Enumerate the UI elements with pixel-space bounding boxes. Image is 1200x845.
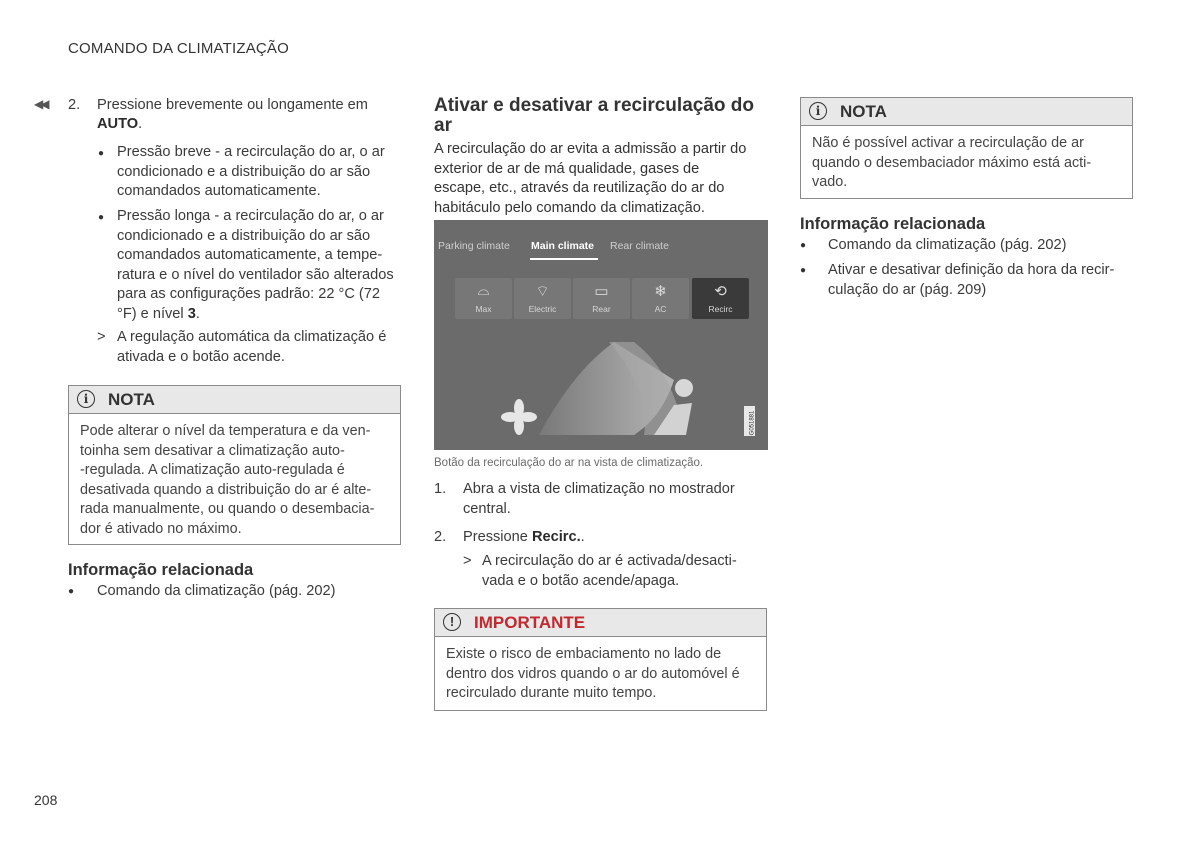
bullet-icon: ● xyxy=(68,586,75,597)
back-arrows-icon[interactable]: ◀◀ xyxy=(34,97,47,111)
result-line: vada e o botão acende/apaga. xyxy=(482,572,680,589)
bullet-2-line: ratura e o nível do ventilador são alterados xyxy=(117,266,394,283)
bullet-2-line: condicionado e a distribuição do ar são xyxy=(117,227,371,244)
bullet-icon: ● xyxy=(98,148,105,159)
recirc-label: Recirc. xyxy=(531,529,581,545)
intro-line: exterior de ar de má qualidade, gases de xyxy=(434,160,700,177)
intro-line: A recirculação do ar evita a admissão a partir do xyxy=(434,141,747,157)
bullet-2-line: °F) e nível 3. xyxy=(117,305,200,322)
period: . xyxy=(580,529,585,545)
note-line: rada manualmente, ou quando o desembacia- xyxy=(80,501,375,517)
note-line: toinha sem desativar a climatização auto- xyxy=(80,442,345,459)
related-link-line: Ativar e desativar definição da hora da recir- xyxy=(828,262,1115,278)
important-title: IMPORTANTE xyxy=(474,613,586,632)
fan-icon xyxy=(501,399,537,435)
note-line: Não é possível activar a recirculação de ar xyxy=(812,135,1084,151)
note-title: NOTA xyxy=(840,102,887,121)
note-box-right xyxy=(800,97,1133,199)
note-line: -regulada. A climatização auto-regulada é xyxy=(80,462,345,478)
note-header xyxy=(69,386,400,414)
ac-snowflake-icon: ❄ xyxy=(654,283,667,300)
important-body xyxy=(435,637,766,713)
note-title: NOTA xyxy=(108,390,155,409)
tab-main-climate[interactable]: Main climate xyxy=(531,240,595,252)
section-title-line: Ativar e desativar a recirculação do xyxy=(434,95,754,116)
mid-step-1-text xyxy=(463,480,735,519)
button-label: Max xyxy=(475,304,492,314)
page-header-title: COMANDO DA CLIMATIZAÇÃO xyxy=(68,40,290,57)
bullet-2-line: para as configurações padrão: 22 °C (72 xyxy=(117,286,381,302)
rear-defrost-icon: ▭ xyxy=(594,283,609,300)
section-title-line: ar xyxy=(434,115,452,136)
result-marker: > xyxy=(97,329,106,345)
result-line: A regulação automática da climatização é xyxy=(117,329,387,345)
step-text: Pressione xyxy=(463,529,532,545)
related-link[interactable] xyxy=(828,261,1114,300)
bullet-1-text xyxy=(117,143,385,202)
intro-paragraph xyxy=(434,140,746,218)
note-line: vado. xyxy=(812,174,848,190)
info-icon: i xyxy=(77,390,95,408)
recirculation-icon: ⟲ xyxy=(714,283,727,300)
note-header xyxy=(801,98,1132,126)
warning-icon: ! xyxy=(443,613,461,631)
important-box xyxy=(434,608,767,711)
page-number: 208 xyxy=(34,792,58,808)
note-line: desativada quando a distribuição do ar é alte- xyxy=(80,481,372,498)
bullet-icon: ● xyxy=(98,212,105,223)
tab-parking-climate[interactable]: Parking climate xyxy=(438,240,510,252)
image-caption: Botão da recirculação do ar na vista de climatização. xyxy=(434,457,704,469)
step-2-text: Pressione brevemente ou longamente em xyxy=(97,97,368,113)
seat-airflow-graphic xyxy=(434,220,768,450)
mid-step-2-text xyxy=(463,528,585,548)
button-label: AC xyxy=(654,304,667,314)
result-line: A recirculação do ar é activada/desacti- xyxy=(482,553,737,569)
button-label: Rear xyxy=(592,304,611,314)
climate-screen-image xyxy=(434,220,768,450)
bullet-1-line: condicionado e a distribuição do ar são xyxy=(117,163,371,180)
mid-result-text xyxy=(482,552,737,591)
note-body xyxy=(801,126,1132,202)
mid-step-1-number: 1. xyxy=(434,481,447,497)
step-2-auto-line xyxy=(97,115,142,135)
level-text: °F) e nível xyxy=(117,305,188,322)
button-label: Electric xyxy=(528,304,557,314)
important-line: Existe o risco de embaciamento no lado de xyxy=(446,646,722,662)
button-label: Recirc xyxy=(708,304,733,314)
tab-rear-climate[interactable]: Rear climate xyxy=(610,240,669,252)
intro-line: habitáculo pelo comando da climatização. xyxy=(434,199,705,216)
related-link-line: culação do ar (pág. 209) xyxy=(828,281,987,298)
related-info-heading: Informação relacionada xyxy=(68,561,254,579)
important-header xyxy=(435,609,766,637)
section-title xyxy=(434,96,754,136)
related-info-heading: Informação relacionada xyxy=(800,215,986,233)
note-line: quando o desembaciador máximo está acti- xyxy=(812,154,1092,171)
result-line: ativada e o botão acende. xyxy=(117,348,285,365)
note-body xyxy=(69,414,400,548)
level-value: 3 xyxy=(187,305,196,322)
electric-windscreen-icon: ⌔ xyxy=(535,283,550,300)
step-line: central. xyxy=(463,500,511,517)
info-icon: i xyxy=(809,102,827,120)
period: . xyxy=(138,116,143,132)
note-line: Pode alterar o nível da temperatura e da ven- xyxy=(80,423,371,439)
related-link[interactable]: Comando da climatização (pág. 202) xyxy=(97,583,336,599)
bullet-2-line: Pressão longa - a recirculação do ar, o ar xyxy=(117,208,384,224)
step-line: Abra a vista de climatização no mostrador xyxy=(463,481,735,497)
bullet-icon: ● xyxy=(800,240,807,251)
auto-label: AUTO xyxy=(97,116,139,132)
related-link[interactable]: Comando da climatização (pág. 202) xyxy=(828,237,1067,253)
bullet-2-line: comandados automaticamente, a tempe- xyxy=(117,247,383,263)
mid-step-2-number: 2. xyxy=(434,529,447,545)
step-2-number: 2. xyxy=(68,97,81,113)
bullet-icon: ● xyxy=(800,265,807,276)
image-code: G051881 xyxy=(749,410,756,436)
mid-result-marker: > xyxy=(463,553,472,569)
intro-line: escape, etc., através da reutilização do ar do xyxy=(434,180,725,196)
bullet-1-line: comandados automaticamente. xyxy=(117,183,321,199)
bullet-2-text xyxy=(117,207,394,324)
important-line: dentro dos vidros quando o ar do automóvel é xyxy=(446,665,740,682)
result-text xyxy=(117,328,386,367)
important-line: recirculado durante muito tempo. xyxy=(446,685,657,701)
max-defrost-icon: ⌓ xyxy=(477,282,490,299)
note-line: dor é ativado no máximo. xyxy=(80,520,242,537)
note-box-left xyxy=(68,385,401,545)
bullet-1-line: Pressão breve - a recirculação do ar, o ar xyxy=(117,144,385,160)
